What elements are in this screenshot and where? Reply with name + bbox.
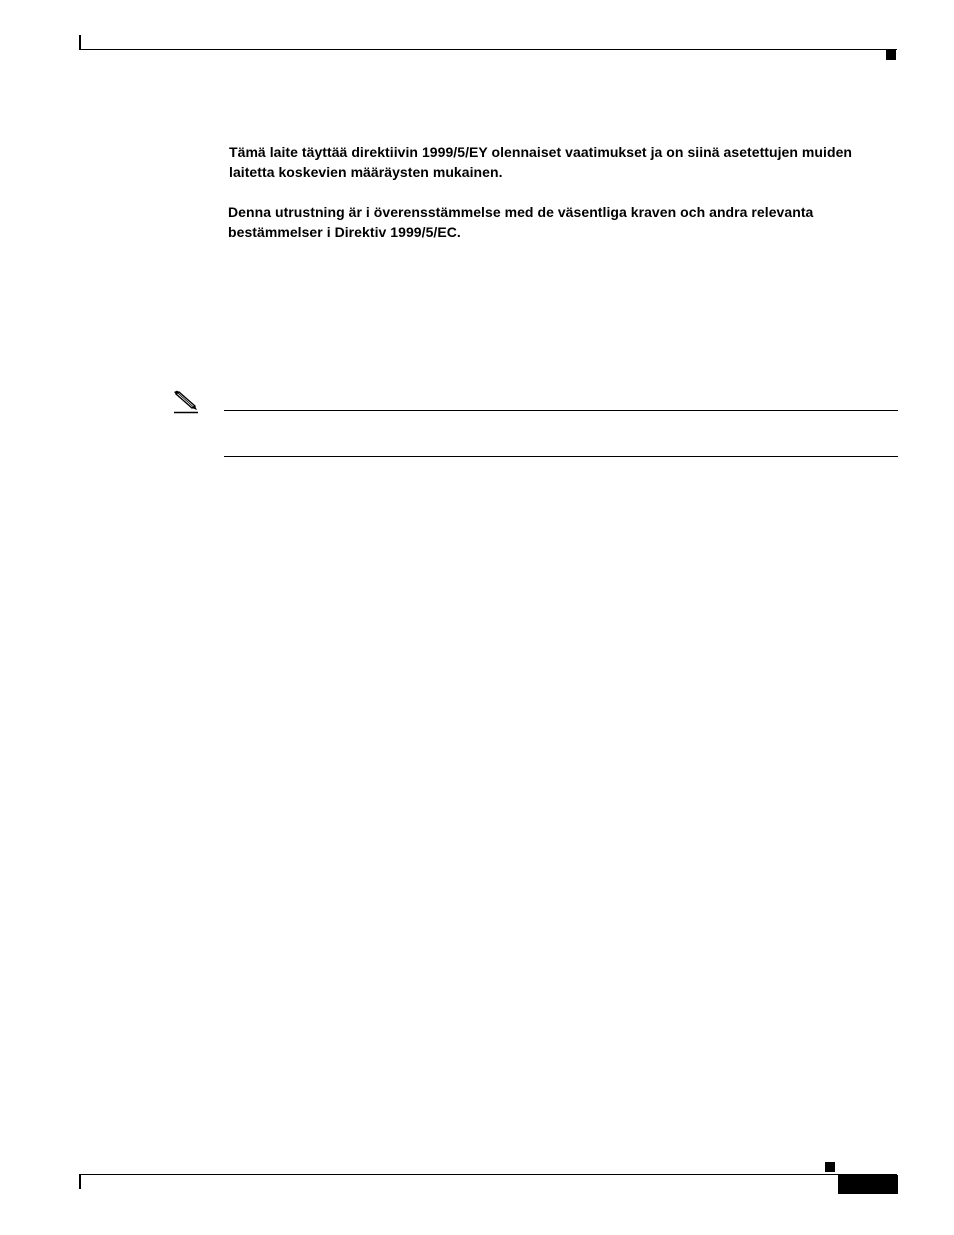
footer-rule [79,1174,897,1175]
finnish-declaration-paragraph: Tämä laite täyttää direktiivin 1999/5/EY olennaiset vaatimukset ja on siinä asetettujen muiden laitetta koskevien määräysten mukainen. [229,144,853,180]
header-rule [79,49,897,50]
note-top-rule [224,410,898,411]
header-square-marker [886,50,896,60]
footer-page-number-block [838,1175,898,1194]
swedish-declaration-paragraph: Denna utrustning är i överensstämmelse med de väsentliga kraven och andra relevanta bestämmelser i Direktiv 1999/5/EC. [228,204,814,240]
footer-corner-mark [79,1174,81,1189]
pencil-note-icon [172,390,200,414]
footer-square-marker [825,1162,835,1172]
note-bottom-rule [224,456,898,457]
header-corner-mark [79,35,81,50]
